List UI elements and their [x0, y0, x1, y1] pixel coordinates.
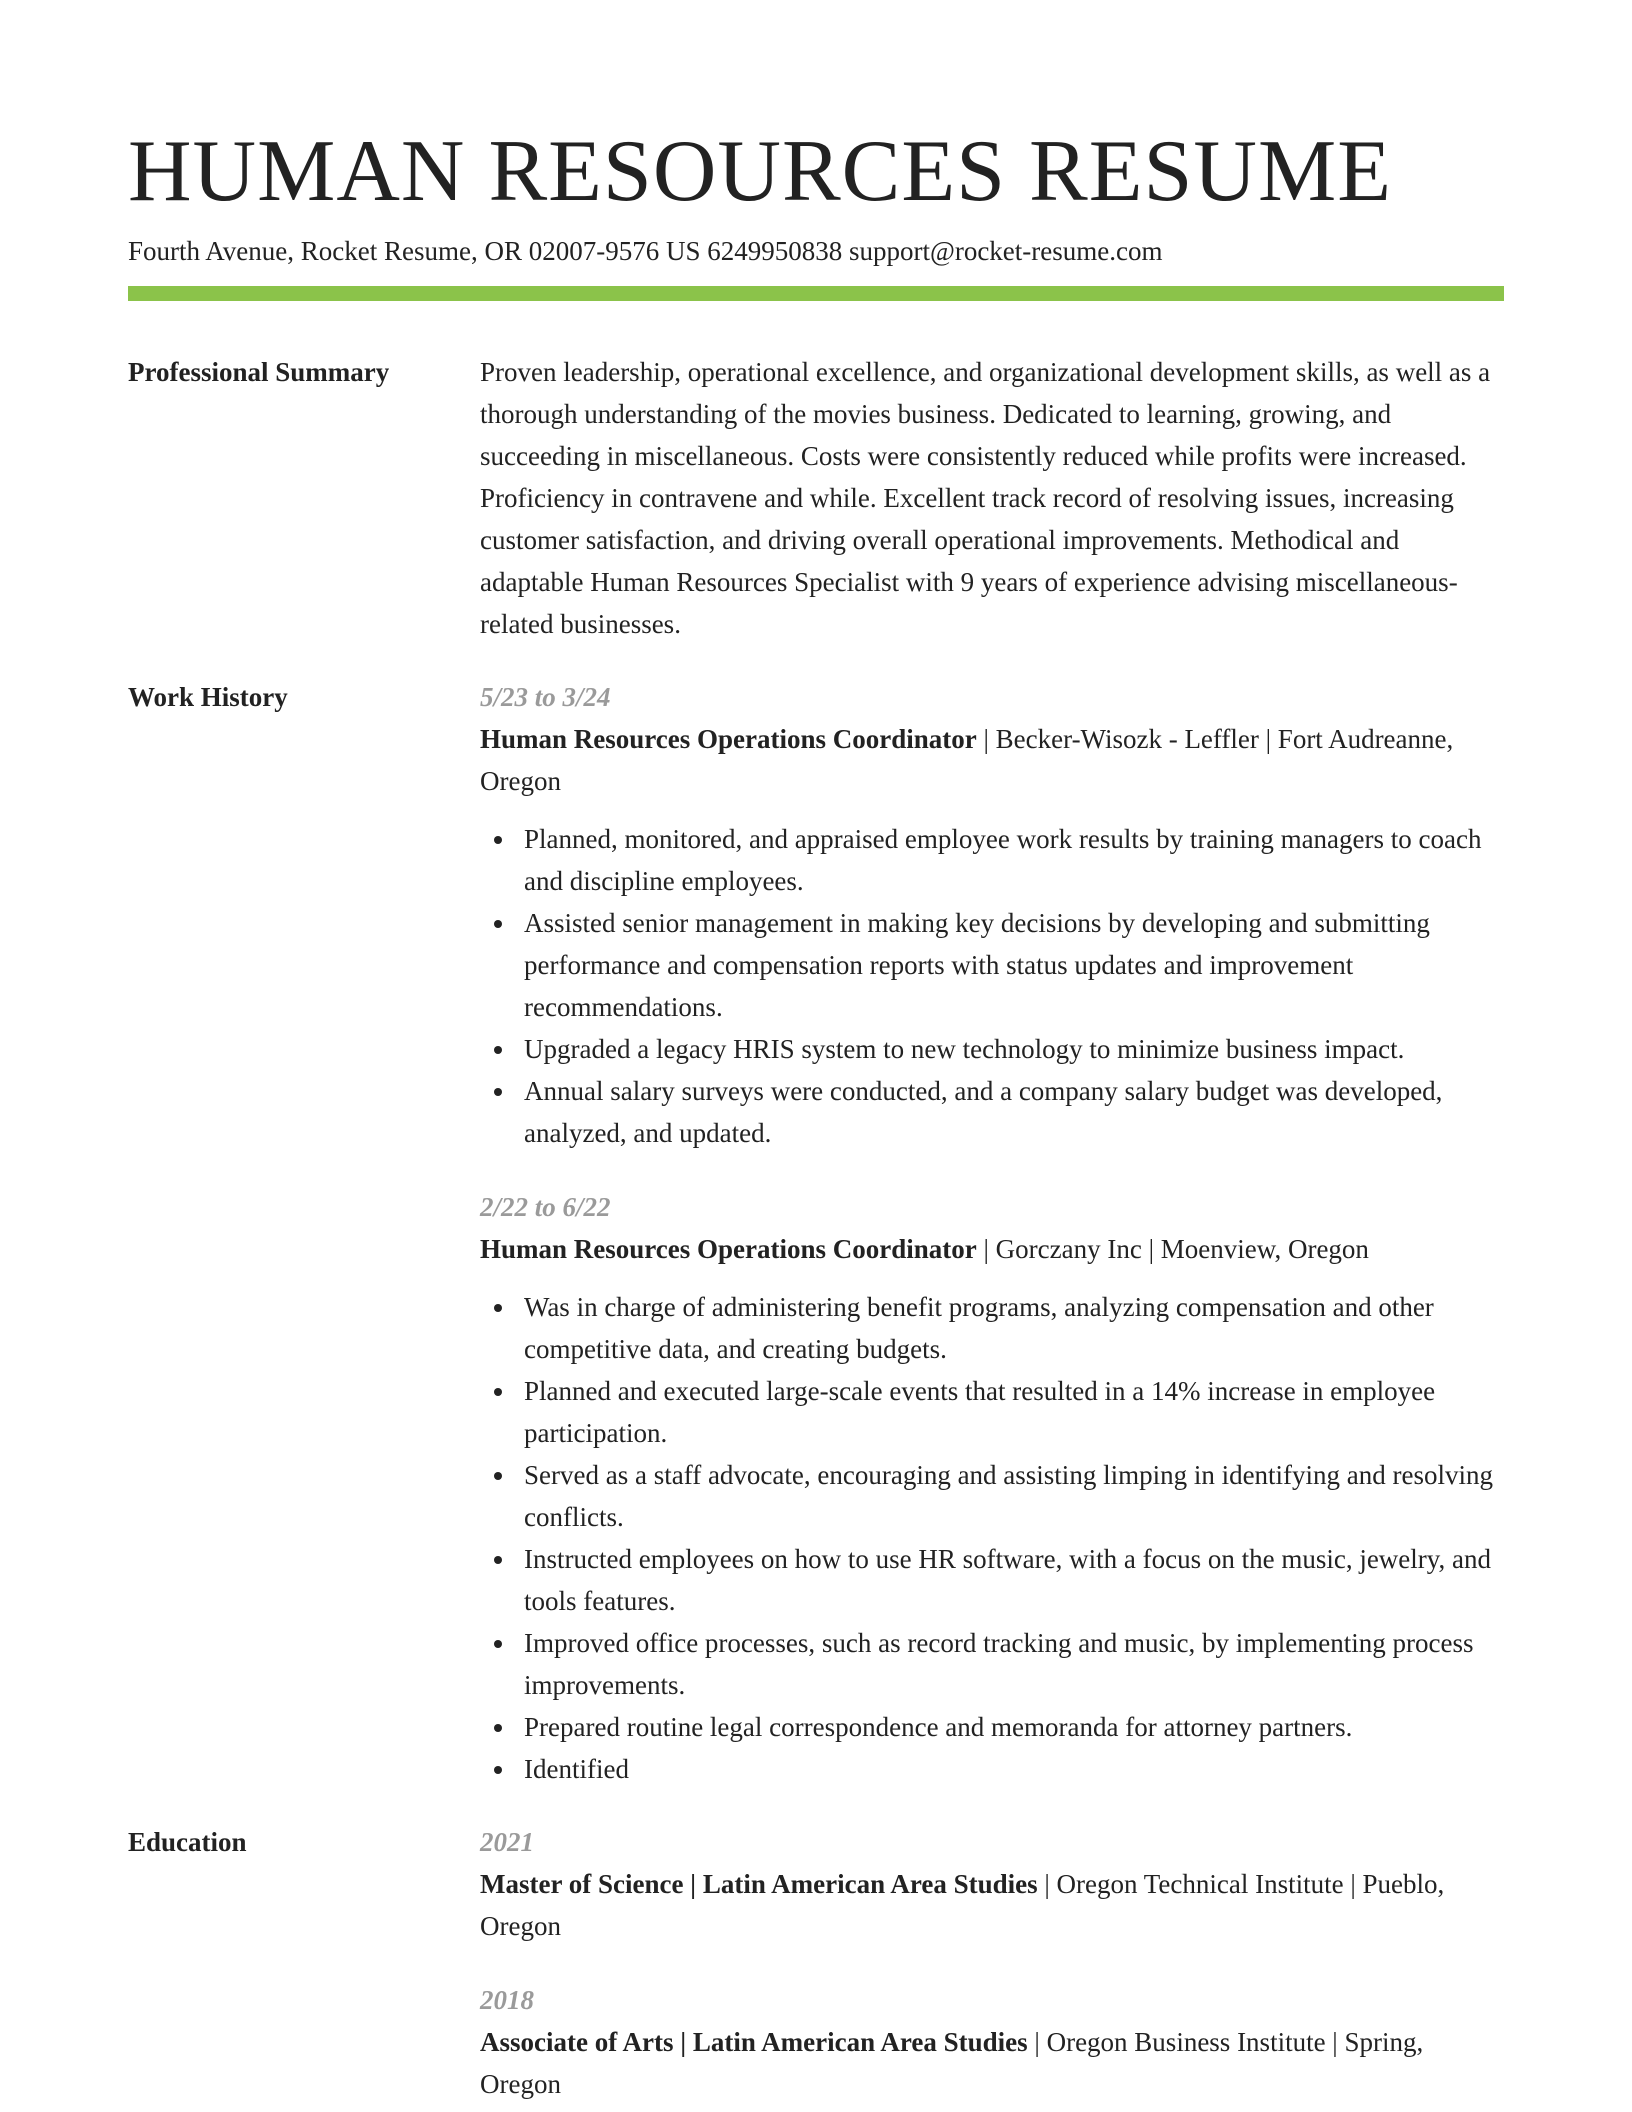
bullet-item: Improved office processes, such as record tracking and music, by implementing process improvements.: [524, 1622, 1504, 1706]
work-entry-heading: [480, 718, 1504, 802]
bullet-item: Assisted senior management in making key decisions by developing and submitting performance and compensation reports with status updates and improvement recommendations.: [524, 902, 1504, 1028]
job-details: | Becker-Wisozk - Leffler | Fort Audreanne, Oregon: [480, 724, 1454, 796]
school-details: | Oregon Technical Institute | Pueblo, Oregon: [480, 1869, 1445, 1941]
education-section: [128, 1821, 1504, 2105]
work-entry-bullets: [480, 818, 1504, 1154]
work-entry-heading: [480, 1228, 1504, 1270]
education-heading: [480, 2021, 1504, 2105]
work-entry: [480, 1186, 1504, 1790]
degree-title: Associate of Arts | Latin American Area Studies: [480, 2027, 1028, 2057]
work-history-label: Work History: [128, 682, 288, 712]
job-title: Human Resources Operations Coordinator: [480, 1234, 977, 1264]
education-label: Education: [128, 1827, 247, 1857]
work-history-list: [480, 676, 1504, 1790]
education-date: 2018: [480, 1985, 534, 2015]
resume-title: HUMAN RESOURCES RESUME: [128, 123, 1392, 220]
school-details: | Oregon Business Institute | Spring, Oregon: [480, 2027, 1424, 2099]
summary-section: [128, 351, 1504, 645]
summary-label: Professional Summary: [128, 357, 390, 387]
bullet-item: Planned, monitored, and appraised employee work results by training managers to coach and discipline employees.: [524, 818, 1504, 902]
work-entry-date: 5/23 to 3/24: [480, 682, 611, 712]
bullet-item: Served as a staff advocate, encouraging and assisting limping in identifying and resolving conflicts.: [524, 1454, 1504, 1538]
work-entry-bullets: [480, 1286, 1504, 1790]
header-divider: [128, 286, 1504, 301]
bullet-item: Upgraded a legacy HRIS system to new technology to minimize business impact.: [524, 1028, 1504, 1070]
job-details: | Gorczany Inc | Moenview, Oregon: [976, 1234, 1369, 1264]
bullet-item: Instructed employees on how to use HR software, with a focus on the music, jewelry, and tools features.: [524, 1538, 1504, 1622]
education-list: [480, 1821, 1504, 2105]
summary-text: Proven leadership, operational excellence, and organizational development skills, as well as a thorough understanding of the movies business. Dedicated to learning, growing, and succeeding in miscellaneous. Costs were consistently reduced while profits were increased. Proficiency in contravene and while. Excellent track record of resolving issues, increasing customer satisfaction, and driving overall operational improvements. Methodical and adaptable Human Resources Specialist with 9 years of experience advising miscellaneous-related businesses.: [480, 357, 1491, 639]
job-title: Human Resources Operations Coordinator: [480, 724, 977, 754]
education-entry: [480, 1979, 1504, 2105]
degree-title: Master of Science | Latin American Area Studies: [480, 1869, 1038, 1899]
bullet-item: Was in charge of administering benefit programs, analyzing compensation and other competitive data, and creating budgets.: [524, 1286, 1504, 1370]
education-heading: [480, 1863, 1504, 1947]
bullet-item: Planned and executed large-scale events that resulted in a 14% increase in employee participation.: [524, 1370, 1504, 1454]
bullet-item: Identified: [524, 1748, 1504, 1790]
education-date: 2021: [480, 1827, 534, 1857]
bullet-item: Prepared routine legal correspondence and memoranda for attorney partners.: [524, 1706, 1504, 1748]
work-entry-date: 2/22 to 6/22: [480, 1192, 611, 1222]
resume-page: [128, 0, 1504, 2105]
education-entry: [480, 1821, 1504, 1947]
work-history-section: [128, 676, 1504, 1790]
bullet-item: Annual salary surveys were conducted, and a company salary budget was developed, analyzed, and updated.: [524, 1070, 1504, 1154]
contact-line: Fourth Avenue, Rocket Resume, OR 02007-9576 US 6249950838 support@rocket-resume.com: [128, 236, 1163, 266]
work-entry: [480, 676, 1504, 1154]
